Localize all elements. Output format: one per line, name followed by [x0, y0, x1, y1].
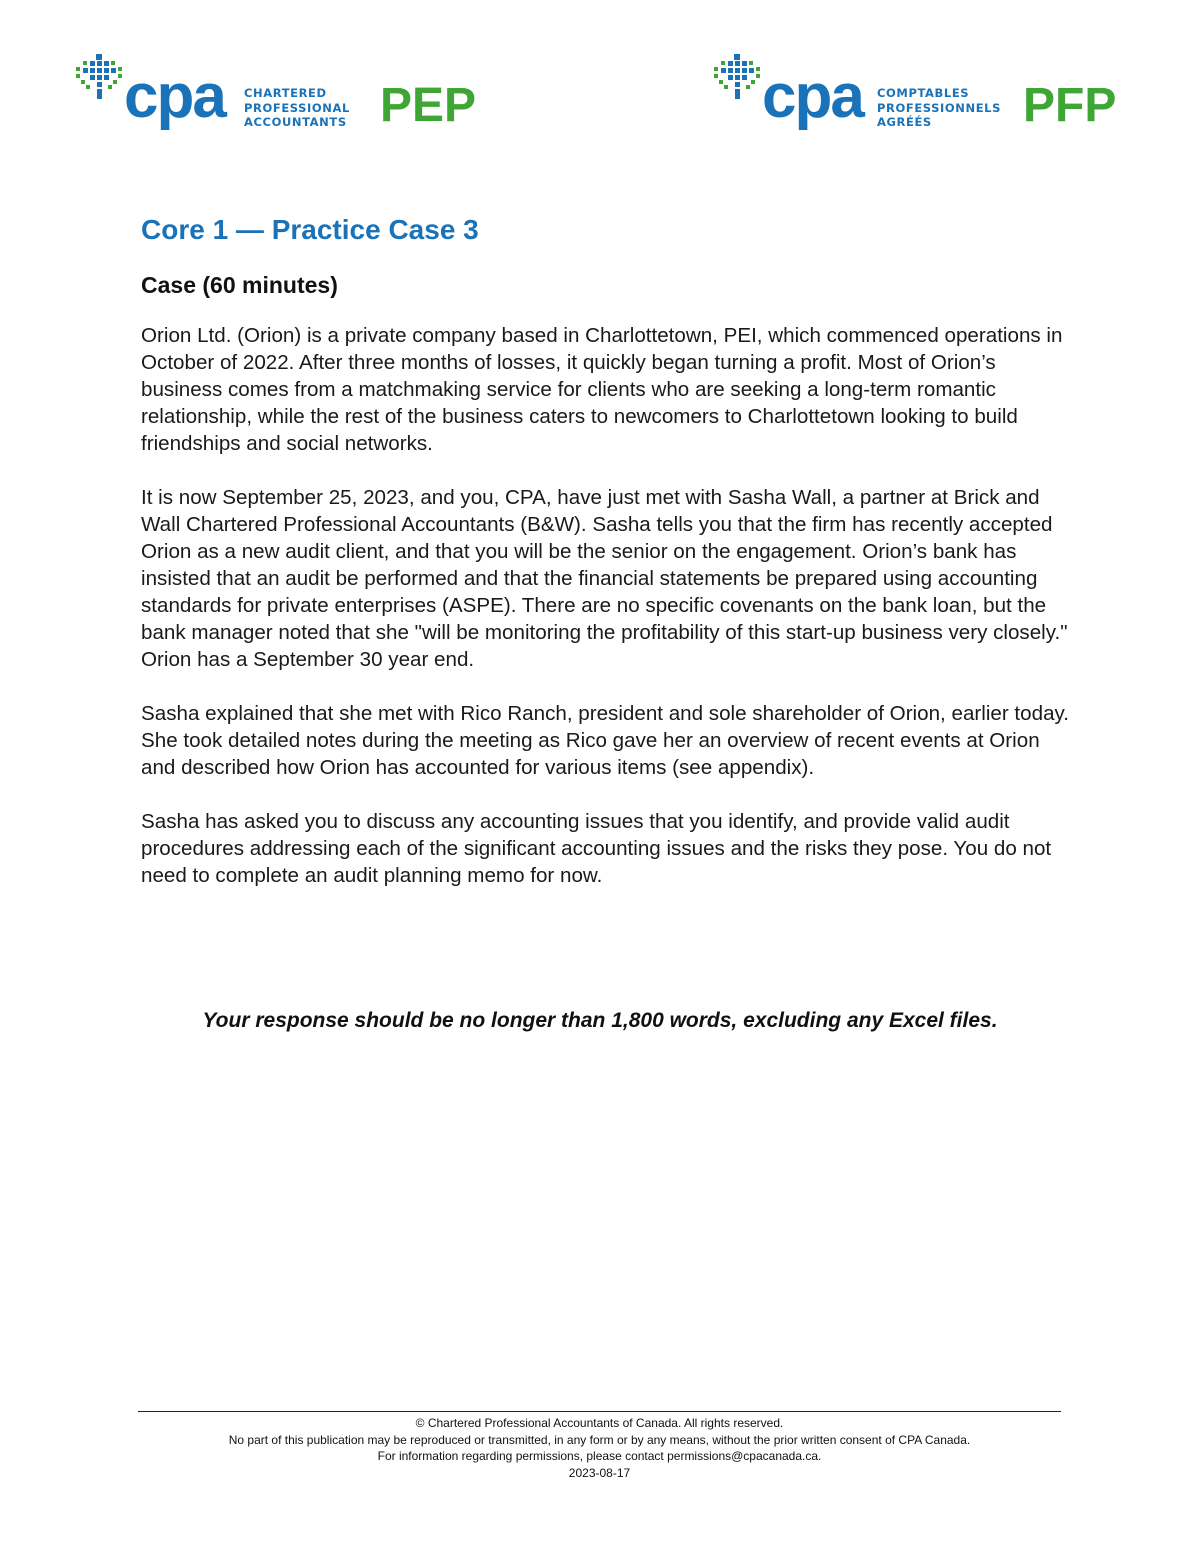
footer-permissions: For information regarding permissions, please contact permissions@cpacanada.ca.	[377, 1449, 822, 1463]
footer	[138, 1415, 1061, 1481]
case-paragraph: It is now September 25, 2023, and you, CPA, have just met with Sasha Wall, a partner at Brick and Wall Chartered Professional Accountants (B&W). Sasha tells you that the firm has recently accepted Orion as a new audit client, and that you will be the senior on the engagement. Orion’s bank has insisted that an audit be performed and that the financial statements be prepared using accounting standards for private enterprises (ASPE). There are no specific covenants on the bank loan, but the bank manager noted that she "will be monitoring the profitability of this start-up business very closely." Orion has a September 30 year end.	[141, 486, 1068, 671]
case-content	[141, 208, 1071, 889]
case-paragraph: Orion Ltd. (Orion) is a private company based in Charlottetown, PEI, which commenced operations in October of 2022. After three months of losses, it quickly began turning a profit. Most of Orion’s business comes from a matchmaking service for clients who are seeking a long-term romantic relationship, while the rest of the business caters to newcomers to Charlottetown looking to build friendships and social networks.	[141, 324, 1063, 455]
case-subtitle: Case (60 minutes)	[141, 272, 338, 298]
program-name: PFP	[1023, 79, 1117, 132]
cpa-wordmark: cpa	[124, 62, 225, 131]
maple-leaf-icon	[72, 52, 126, 108]
cpa-tagline: CHARTERED PROFESSIONAL ACCOUNTANTS	[244, 86, 350, 129]
cpa-wordmark: cpa	[762, 62, 863, 131]
cpa-logo-english	[72, 52, 502, 142]
case-paragraph: Sasha has asked you to discuss any accounting issues that you identify, and provide valid audit procedures addressing each of the significant accounting issues and the risks they pose. You do not need to complete an audit planning memo for now.	[141, 810, 1052, 887]
cpa-logo-french	[710, 52, 1140, 142]
maple-leaf-icon	[710, 52, 764, 108]
footer-reproduction-notice: No part of this publication may be reproduced or transmitted, in any form or by any means, without the prior written consent of CPA Canada.	[228, 1432, 971, 1447]
footer-date: 2023-08-17	[568, 1465, 631, 1480]
case-title: Core 1 — Practice Case 3	[141, 214, 479, 245]
footer-copyright: © Chartered Professional Accountants of Canada. All rights reserved.	[415, 1416, 784, 1430]
case-paragraph: Sasha explained that she met with Rico Ranch, president and sole shareholder of Orion, earlier today. She took detailed notes during the meeting as Rico gave her an overview of recent events at Orion and described how Orion has accounted for various items (see appendix).	[141, 702, 1070, 779]
program-name: PEP	[380, 79, 477, 132]
word-limit-instruction: Your response should be no longer than 1,800 words, excluding any Excel files.	[202, 1009, 998, 1032]
cpa-tagline: COMPTABLES PROFESSIONNELS AGRÉÉS	[877, 86, 1001, 129]
footer-divider	[138, 1411, 1061, 1412]
